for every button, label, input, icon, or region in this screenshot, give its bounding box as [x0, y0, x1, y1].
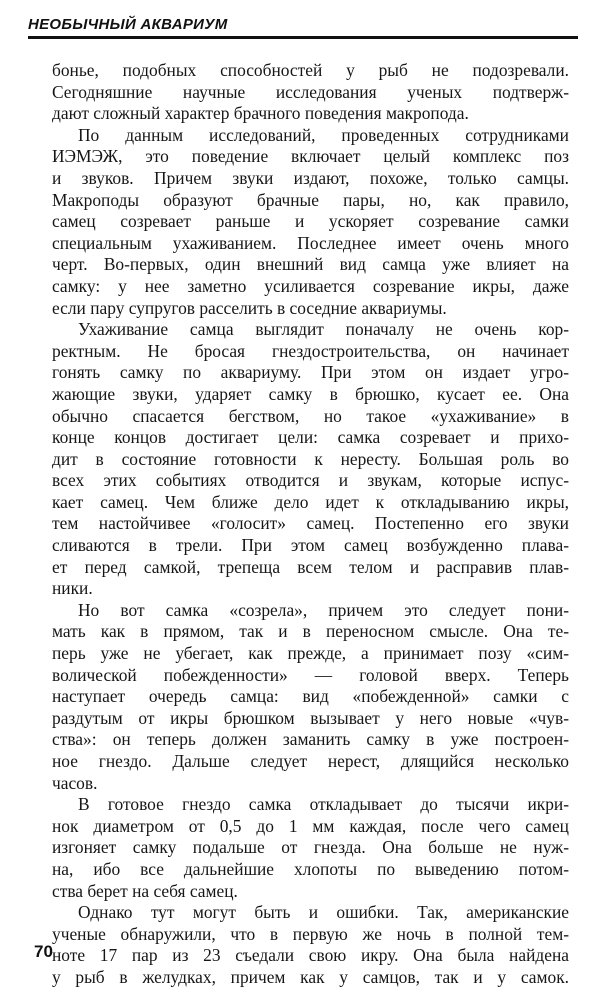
text-line: гонять самку по аквариуму. При этом он издает угро- — [52, 362, 569, 383]
text-line: специальным ухаживанием. Последнее имеет очень много — [52, 232, 569, 253]
text-line: изгоняет самку подальше от гнезда. Она больше не нуж- — [52, 837, 569, 858]
text-line: наступает очередь самца: вид «побежденной» самки с — [52, 686, 569, 707]
text-line: ное гнездо. Дальше следует нерест, длящийся несколько — [52, 751, 569, 771]
paragraph — [52, 902, 569, 988]
text-line: Но вот самка «созрела», причем это следует пони- — [78, 599, 569, 620]
text-line: ства»: он теперь должен заманить самку в уже построен- — [52, 729, 569, 750]
text-line: на, ибо все дальнейшие хлопоты по выведению потом- — [52, 858, 569, 879]
text-line: мать как в прямом, так и в переносном смысле. Она те- — [52, 621, 569, 642]
text-line: ники. — [52, 578, 93, 599]
paragraph — [52, 60, 569, 125]
text-line: волической побежденности» — головой вверх. Теперь — [52, 664, 569, 685]
text-line: и звуков. Причем звуки издают, похоже, только самцы. — [52, 167, 569, 188]
text-line: Сегодняшние научные исследования ученых подтверж- — [52, 81, 569, 102]
text-line: сливаются в трели. При этом самец возбужденно плава- — [52, 535, 569, 556]
text-line: ноте 17 пар из 23 съедали свою икру. Она была найдена — [52, 945, 569, 966]
page-number: 70 — [34, 942, 53, 961]
text-line: обычно спасается бегством, но такое «ухаживание» в — [52, 405, 569, 426]
paragraph — [52, 319, 569, 600]
text-line: тем настойчивее «голосит» самец. Постепенно его звуки — [52, 513, 569, 534]
text-line: ректным. Не бросая гнездостроительства, он начинает — [52, 340, 569, 361]
paragraph — [52, 125, 569, 319]
text-line: часов. — [52, 772, 98, 793]
text-line: самец созревает раньше и ускоряет созревание самки — [52, 211, 569, 232]
body-text — [52, 60, 569, 989]
text-line: если пару супругов расселить в соседние аквариумы. — [52, 297, 447, 318]
text-line: самку: у нее заметно усиливается созревание икры, даже — [52, 275, 569, 296]
text-line: дают сложный характер брачного поведения макропода. — [52, 103, 469, 124]
text-line: черт. Во-первых, один внешний вид самца уже влияет на — [52, 254, 569, 275]
text-line: бонье, подобных способностей у рыб не подозревали. — [52, 60, 569, 80]
header-rule — [28, 36, 578, 39]
text-line: ИЭМЭЖ, это поведение включает целый комплекс поз — [52, 146, 569, 167]
text-line: раздутым от икры брюшком вызывает у него новые «чув- — [52, 707, 569, 728]
text-line: жающие звуки, ударяет самку в брюшко, кусает ее. Она — [52, 383, 569, 404]
text-line: всех этих событиях отводится и звукам, которые испус- — [52, 470, 569, 491]
text-line: ства берет на себя самец. — [52, 880, 238, 901]
text-line: кает самец. Чем ближе дело идет к откладыванию икры, — [52, 491, 569, 512]
text-line: В готовое гнездо самка откладывает до тысячи икри- — [78, 794, 569, 815]
text-line: нок диаметром от 0,5 до 1 мм каждая, после чего самец — [52, 815, 569, 836]
text-line: дит в состояние готовности к нересту. Большая роль во — [52, 448, 569, 469]
text-line: Однако тут могут быть и ошибки. Так, американские — [78, 902, 569, 923]
text-line: По данным исследований, проведенных сотрудниками — [78, 124, 569, 145]
running-head: НЕОБЫЧНЫЙ АКВАРИУМ — [28, 16, 228, 33]
text-line: ет перед самкой, трепеща всем телом и расправив плав- — [52, 556, 569, 577]
text-line: перь уже не убегает, как прежде, а принимает позу «сим- — [52, 643, 569, 664]
text-line: Ухаживание самца выглядит поначалу не очень кор- — [78, 319, 569, 340]
text-line: конце концов достигает цели: самка созревает и прихо- — [52, 427, 569, 448]
paragraph — [52, 600, 569, 794]
paragraph — [52, 794, 569, 902]
text-line: у рыб в желудках, причем как у самцов, так и у самок. — [52, 966, 569, 987]
text-line: Макроподы образуют брачные пары, но, как правило, — [52, 189, 569, 210]
text-line: ученые обнаружили, что в первую же ночь в полной тем- — [52, 923, 569, 944]
